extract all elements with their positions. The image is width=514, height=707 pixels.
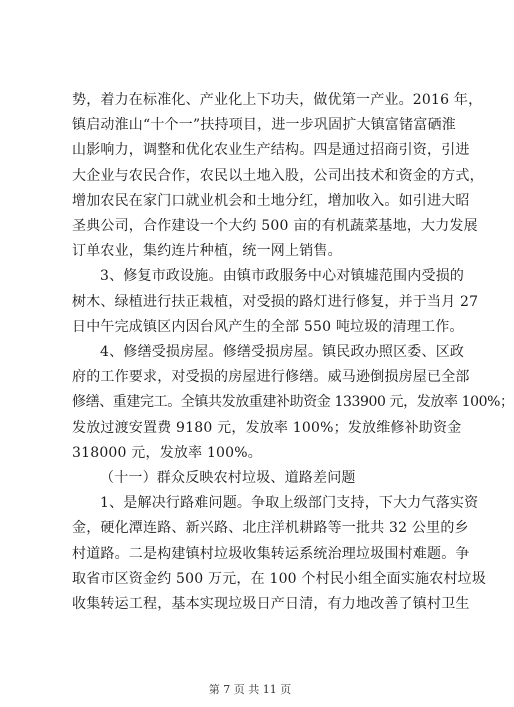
text-line: 村道路。二是构建镇村垃圾收集转运系统治理垃圾围村难题。争 — [72, 545, 470, 562]
page-number-footer: 第 7 页 共 11 页 — [208, 683, 292, 696]
text-line: 山影响力，调整和优化农业生产结构。四是通过招商引资，引进 — [72, 142, 470, 159]
text-line: 318000 元，发放率 100%。 — [72, 444, 262, 461]
text-line: 订单农业，集约连片种植，统一网上销售。 — [72, 243, 342, 260]
section-heading: （十一）群众反映农村垃圾、道路差问题 — [100, 470, 356, 487]
text-line: 日中午完成镇区内因台风产生的全部 550 吨垃圾的清理工作。 — [72, 318, 464, 335]
document-body — [72, 88, 514, 617]
text-line: 收集转运工程，基本实现垃圾日产日清，有力地改善了镇村卫生 — [72, 596, 470, 613]
text-line: 镇启动淮山“十个一”扶持项目，进一步巩固扩大镇富锗富硒淮 — [72, 117, 456, 134]
text-line: 增加农民在家门口就业机会和土地分红，增加收入。如引进大昭 — [72, 192, 470, 209]
text-line: 金，硬化潭连路、新兴路、北庄洋机耕路等一批共 32 公里的乡 — [72, 520, 469, 537]
text-line: 大企业与农民合作，农民以土地入股，公司出技术和资金的方式， — [72, 167, 484, 184]
text-line: 发放过渡安置费 9180 元，发放率 100%；发放维修补助资金 — [72, 419, 462, 436]
paragraph-start-line: 4、修缮受损房屋。修缮受损房屋。镇民政办照区委、区政 — [100, 344, 465, 361]
text-line: 修缮、重建完工。全镇共发放重建补助资金 133900 元，发放率 100%； — [72, 394, 514, 411]
text-line: 势，着力在标准化、产业化上下功夫，做优第一产业。2016 年， — [72, 92, 483, 108]
paragraph-start-line: 3、修复市政设施。由镇市政服务中心对镇墟范围内受损的 — [100, 268, 465, 285]
text-line: 取省市区资金约 500 万元，在 100 个村民小组全面实施农村垃圾 — [72, 570, 487, 587]
text-line: 树木、绿植进行扶正栽植，对受损的路灯进行修复，并于当月 27 — [72, 293, 479, 310]
text-line: 圣典公司，合作建设一个大约 500 亩的有机蔬菜基地，大力发展 — [72, 218, 478, 235]
text-line: 府的工作要求，对受损的房屋进行修缮。威马逊倒损房屋已全部 — [72, 369, 470, 386]
paragraph-start-line: 1、是解决行路难问题。争取上级部门支持，下大力气落实资 — [100, 495, 479, 512]
